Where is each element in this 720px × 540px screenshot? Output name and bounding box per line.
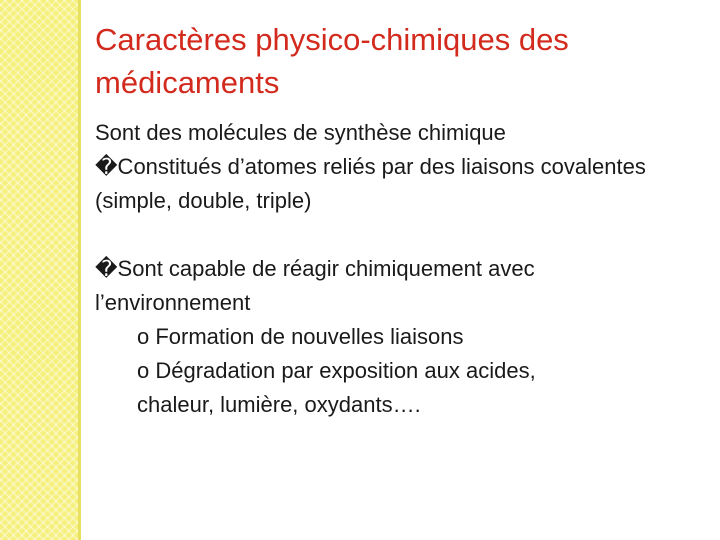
slide-title: Caractères physico-chimiques des médicaments bbox=[95, 22, 569, 100]
sub-item-degradation-continued: chaleur, lumière, oxydants…. bbox=[137, 392, 421, 417]
body-line-molecules: Sont des molécules de synthèse chimique bbox=[95, 120, 506, 145]
slide-body bbox=[95, 116, 695, 422]
spacer bbox=[95, 218, 695, 252]
body-line-constitues: �Constitués d’atomes reliés par des liaisons covalentes (simple, double, triple) bbox=[95, 154, 646, 213]
decorative-side-band bbox=[0, 0, 78, 540]
side-band-edge bbox=[78, 0, 81, 540]
sub-item-formation: o Formation de nouvelles liaisons bbox=[137, 324, 464, 349]
body-line-reagir: �Sont capable de réagir chimiquement avec l’environnement bbox=[95, 256, 535, 315]
sub-item-degradation: o Dégradation par exposition aux acides, bbox=[137, 358, 536, 383]
